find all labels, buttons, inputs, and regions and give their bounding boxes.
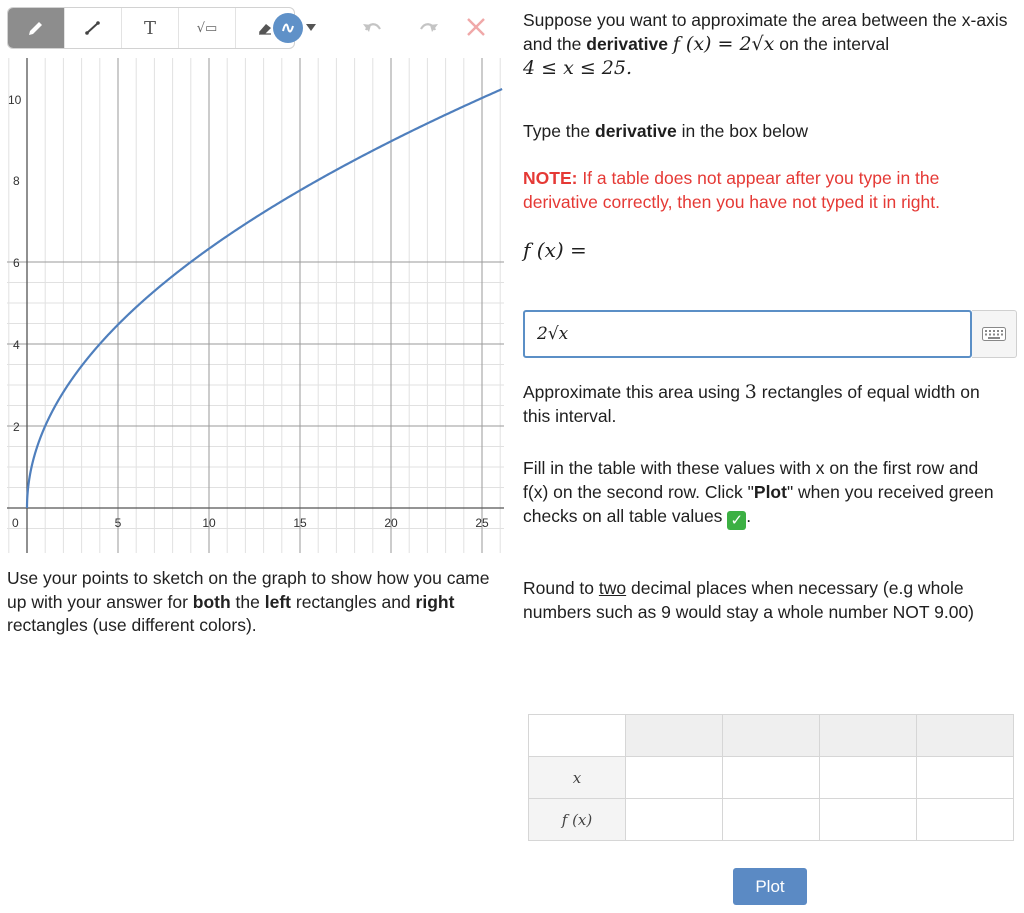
fx-value-cell[interactable]: [723, 799, 820, 841]
note-label: NOTE:: [523, 168, 578, 188]
instruction-text: rectangles (use different colors).: [7, 615, 257, 635]
instruction-text: Use your points to sketch on the graph to show how you came up with your answer for: [7, 568, 490, 612]
color-swatch: [273, 13, 303, 43]
problem-bold: Plot: [753, 482, 787, 502]
instruction-text: rectangles and: [291, 591, 416, 612]
fx-value-cell[interactable]: [820, 799, 917, 841]
sketch-instructions: [7, 567, 502, 638]
fx-value-cell[interactable]: [917, 799, 1014, 841]
table-instruction: [523, 456, 1003, 530]
close-icon[interactable]: [465, 16, 487, 38]
line-tool[interactable]: [65, 8, 122, 48]
text-tool-label: T: [143, 17, 156, 39]
undo-icon[interactable]: [362, 19, 384, 35]
x-value-cell[interactable]: [723, 757, 820, 799]
derivative-input[interactable]: 2√x: [523, 310, 972, 358]
y-tick-label: 6: [13, 256, 20, 270]
x-tick-label: 5: [114, 516, 122, 530]
problem-text: Suppose you want to approximate the area between the x-axis and the: [523, 10, 1008, 54]
math-tool-label: √▭: [196, 20, 218, 36]
fx-row: [529, 799, 1014, 841]
problem-text: Approximate this area using: [523, 382, 745, 402]
fx-label: f (x) =: [523, 238, 587, 262]
y-tick-label: 10: [8, 93, 22, 107]
problem-text: on the interval: [774, 34, 890, 54]
problem-bold: derivative: [595, 121, 677, 141]
rounding-instruction: [523, 576, 993, 624]
instruction-bold: left: [264, 591, 291, 612]
x-row: [529, 757, 1014, 799]
table-header-cell: [723, 715, 820, 757]
x-row-label: x: [529, 757, 626, 799]
keyboard-button[interactable]: [972, 310, 1017, 358]
instruction-bold: right: [415, 591, 455, 612]
instruction-bold: both: [192, 591, 231, 612]
note-warning: [523, 166, 993, 214]
problem-text: in the box below: [676, 121, 809, 141]
x-value-cell[interactable]: [917, 757, 1014, 799]
fx-value-cell[interactable]: [626, 799, 723, 841]
squiggle-icon: [280, 20, 296, 36]
problem-text: rectangles of equal width on this interval.: [523, 382, 980, 426]
function-expression: f (x) = 2√x: [672, 33, 775, 55]
keyboard-icon: [982, 327, 1006, 341]
approximate-instruction: [523, 380, 1003, 428]
x-value-cell[interactable]: [626, 757, 723, 799]
x-tick-label: 10: [202, 516, 216, 530]
problem-bold: derivative: [586, 34, 668, 54]
check-icon: ✓: [727, 511, 746, 530]
y-tick-label: 2: [13, 420, 20, 434]
tool-group: [7, 7, 295, 49]
problem-text: Type the: [523, 121, 595, 141]
interval-expression: 4 ≤ x ≤ 25.: [523, 57, 633, 79]
eraser-icon: [255, 18, 275, 38]
x-value-cell[interactable]: [820, 757, 917, 799]
x-tick-label: 20: [384, 516, 398, 530]
graph-canvas[interactable]: [7, 58, 504, 553]
x-tick-label: 25: [475, 516, 489, 530]
table-header-cell: [626, 715, 723, 757]
problem-text: " when you received green checks on all table values: [523, 482, 994, 526]
rectangle-count: 3: [744, 381, 757, 403]
type-instruction: [523, 119, 808, 143]
values-table: [528, 714, 1014, 841]
pencil-icon: [26, 18, 46, 38]
pencil-tool[interactable]: [8, 8, 65, 48]
problem-text: Fill in the table with these values with x on the first row and f(x) on the second row. Click ": [523, 458, 979, 502]
problem-statement: [523, 8, 1018, 80]
redo-icon[interactable]: [417, 19, 439, 35]
derivative-curve: [27, 89, 502, 508]
chevron-down-icon: [306, 24, 316, 32]
origin-label: 0: [12, 516, 19, 530]
table-header-cell: [917, 715, 1014, 757]
table-corner-cell: [529, 715, 626, 757]
fx-row-label: f (x): [529, 799, 626, 841]
table-header-cell: [820, 715, 917, 757]
problem-text: decimal places when necessary (e.g whole numbers such as 9 would stay a whole number NOT 9.00): [523, 578, 975, 622]
note-text: If a table does not appear after you type in the derivative correctly, then you have not typed it in right.: [523, 168, 940, 212]
color-picker-button[interactable]: [273, 13, 316, 43]
table-header-row: [529, 715, 1014, 757]
problem-text: Round to: [523, 578, 599, 598]
x-tick-label: 15: [293, 516, 307, 530]
y-tick-label: 4: [13, 338, 20, 352]
y-tick-label: 8: [13, 174, 20, 188]
problem-text: .: [746, 506, 752, 526]
plot-button[interactable]: Plot: [733, 868, 807, 905]
instruction-text: the: [230, 591, 265, 612]
text-tool[interactable]: [122, 8, 179, 48]
math-tool[interactable]: [179, 8, 236, 48]
problem-underline: two: [598, 578, 627, 598]
line-icon: [83, 18, 103, 38]
drawing-toolbar: [7, 7, 507, 49]
